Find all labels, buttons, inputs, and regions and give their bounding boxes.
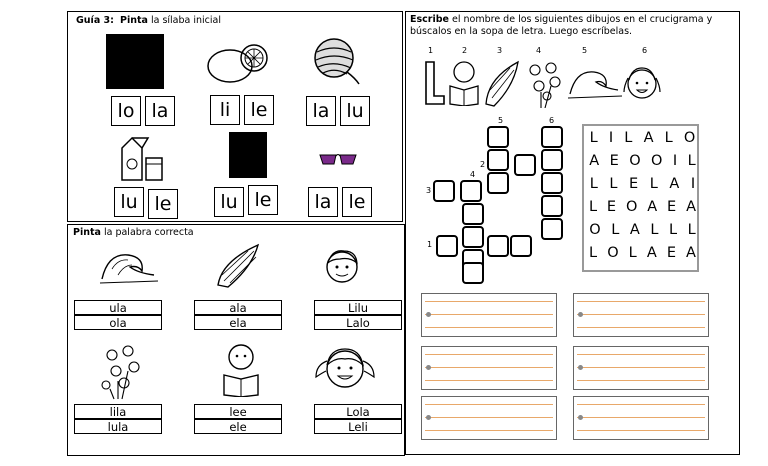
crossword-cell[interactable] <box>514 154 536 176</box>
syllable-option[interactable]: lu <box>214 187 244 217</box>
crossword-number: 5 <box>498 116 504 125</box>
soup-letter[interactable]: L <box>624 130 633 146</box>
picture-number: 5 <box>582 46 588 55</box>
crossword-cell[interactable] <box>462 262 484 284</box>
soup-letter[interactable]: A <box>646 245 657 261</box>
soup-letter[interactable]: E <box>629 176 639 192</box>
soup-letter[interactable]: L <box>664 130 673 146</box>
crossword-number: 4 <box>470 170 476 179</box>
soup-letter[interactable]: O <box>629 153 641 169</box>
soup-letter[interactable]: O <box>651 153 663 169</box>
soup-letter[interactable]: O <box>607 245 619 261</box>
word-option[interactable]: lee <box>194 404 282 419</box>
crossword-cell[interactable] <box>510 235 532 257</box>
soup-letter[interactable]: L <box>588 199 598 215</box>
soup-row <box>584 153 701 169</box>
soup-letter[interactable]: O <box>683 130 696 146</box>
guia-panel <box>67 11 403 222</box>
soup-letter[interactable]: A <box>643 130 654 146</box>
guia-instruction-bold: Pinta <box>120 15 148 26</box>
soup-letter[interactable]: A <box>669 176 680 192</box>
crossword-cell[interactable] <box>541 218 563 240</box>
flowers-icon <box>523 58 567 108</box>
lemon-icon <box>206 40 270 86</box>
crossword-number: 3 <box>426 186 432 195</box>
soup-letter[interactable]: A <box>647 199 658 215</box>
escribe-line-1: el nombre de los siguientes dibujos en el crucigrama y <box>452 14 713 25</box>
escribe-instructions <box>410 14 712 38</box>
crossword-cell[interactable] <box>487 149 509 171</box>
crossword-cell[interactable] <box>487 172 509 194</box>
word-search-grid <box>582 124 699 272</box>
soup-letter[interactable]: A <box>589 153 600 169</box>
soup-letter[interactable]: I <box>672 153 678 169</box>
word-option[interactable]: Lilu <box>314 300 402 315</box>
syllable-option[interactable]: le <box>148 189 178 219</box>
syllable-option[interactable]: lu <box>340 96 370 126</box>
word-option[interactable]: ele <box>194 419 282 434</box>
wave-icon <box>98 245 162 287</box>
crossword-cell[interactable] <box>541 172 563 194</box>
writing-line[interactable] <box>421 396 557 440</box>
word-option[interactable]: ula <box>74 300 162 315</box>
soup-letter[interactable]: L <box>589 176 598 192</box>
crossword-cell[interactable] <box>433 180 455 202</box>
soup-letter[interactable]: L <box>609 176 618 192</box>
syllable-option[interactable]: la <box>306 96 336 126</box>
pinta-panel <box>67 224 405 456</box>
soup-row <box>584 176 701 192</box>
guia-title <box>76 15 221 26</box>
soup-letter[interactable]: A <box>686 199 697 215</box>
glasses-icon <box>318 149 358 169</box>
picture-number: 4 <box>536 46 542 55</box>
crossword-number: 2 <box>480 160 486 169</box>
word-option[interactable]: lula <box>74 419 162 434</box>
syllable-option[interactable]: li <box>210 95 240 125</box>
yarn-ball-icon <box>311 34 361 86</box>
soup-letter[interactable]: L <box>649 176 658 192</box>
crossword-cell[interactable] <box>487 235 509 257</box>
crossword-number: 6 <box>549 116 555 125</box>
soup-letter[interactable]: E <box>667 199 677 215</box>
word-option[interactable]: Lalo <box>314 315 402 330</box>
crossword-number: 1 <box>427 240 433 249</box>
syllable-option[interactable]: le <box>248 185 278 215</box>
soup-letter[interactable]: E <box>666 245 676 261</box>
picture-number: 2 <box>462 46 468 55</box>
soup-letter[interactable]: I <box>690 176 696 192</box>
writing-line[interactable] <box>573 346 709 390</box>
wing-icon <box>482 58 522 108</box>
guia-instruction-rest: la sílaba inicial <box>150 15 221 26</box>
reading-child-icon <box>446 58 482 106</box>
word-option[interactable]: ela <box>194 315 282 330</box>
crossword-cell[interactable] <box>541 126 563 148</box>
syllable-option[interactable]: la <box>308 187 338 217</box>
crossword-cell[interactable] <box>541 195 563 217</box>
picture-number: 1 <box>428 46 434 55</box>
flowers-icon <box>98 341 148 401</box>
soup-row <box>584 199 701 215</box>
escribe-line-2: búscalos en la sopa de letra. Luego escríbelas. <box>410 26 633 37</box>
soup-letter[interactable]: O <box>625 199 638 215</box>
picture-number: 6 <box>642 46 648 55</box>
crossword-cell[interactable] <box>436 235 458 257</box>
crossword-cell[interactable] <box>487 126 509 148</box>
wing-icon <box>214 241 264 289</box>
pinta-instruction-rest: la palabra correcta <box>103 227 194 238</box>
soup-letter[interactable]: L <box>650 222 659 238</box>
crossword-cell[interactable] <box>460 180 482 202</box>
soup-letter[interactable]: L <box>668 222 678 238</box>
reading-child-icon <box>218 341 264 397</box>
wave-icon <box>566 62 624 102</box>
writing-line[interactable] <box>421 293 557 337</box>
word-option[interactable]: ala <box>194 300 282 315</box>
pinta-instruction-bold: Pinta <box>73 227 101 238</box>
writing-line[interactable] <box>573 293 709 337</box>
syllable-option[interactable]: le <box>244 95 274 125</box>
soup-letter[interactable]: A <box>629 222 640 238</box>
soup-letter[interactable]: L <box>589 130 598 146</box>
milk-carton-icon <box>118 134 168 182</box>
black-square-icon <box>229 132 267 178</box>
boy-face-icon <box>322 245 362 285</box>
word-option[interactable]: lila <box>74 404 162 419</box>
soup-letter[interactable]: E <box>606 199 617 215</box>
soup-letter[interactable]: L <box>589 245 598 261</box>
word-option[interactable]: Lola <box>314 404 402 419</box>
soup-letter[interactable]: E <box>609 153 619 169</box>
guia-label: Guía 3: <box>76 15 114 26</box>
writing-line[interactable] <box>573 396 709 440</box>
girl-face-icon <box>620 62 664 102</box>
syllable-option[interactable]: lo <box>111 96 141 126</box>
crossword-cell[interactable] <box>462 203 484 225</box>
word-option[interactable]: ola <box>74 315 162 330</box>
escribe-instruction-bold: Escribe <box>410 14 449 25</box>
soup-row <box>584 222 701 238</box>
soup-letter[interactable]: I <box>608 130 614 146</box>
syllable-option[interactable]: le <box>342 187 372 217</box>
soup-letter[interactable]: A <box>686 245 696 261</box>
black-square-icon <box>106 34 164 89</box>
syllable-option[interactable]: lu <box>114 187 144 217</box>
soup-row <box>584 245 701 261</box>
girl-face-icon <box>312 343 378 393</box>
soup-letter[interactable]: O <box>589 222 601 238</box>
crossword-cell[interactable] <box>462 226 484 248</box>
soup-letter[interactable]: L <box>687 222 696 238</box>
letter-l-icon <box>424 60 446 106</box>
word-option[interactable]: Leli <box>314 419 402 434</box>
soup-letter[interactable]: L <box>628 245 637 261</box>
soup-row <box>584 130 701 146</box>
soup-letter[interactable]: L <box>687 153 696 169</box>
writing-line[interactable] <box>421 346 557 390</box>
soup-letter[interactable]: L <box>611 222 620 238</box>
pinta-title <box>73 227 194 238</box>
syllable-option[interactable]: la <box>145 96 175 126</box>
crossword-cell[interactable] <box>541 149 563 171</box>
picture-number: 3 <box>497 46 503 55</box>
